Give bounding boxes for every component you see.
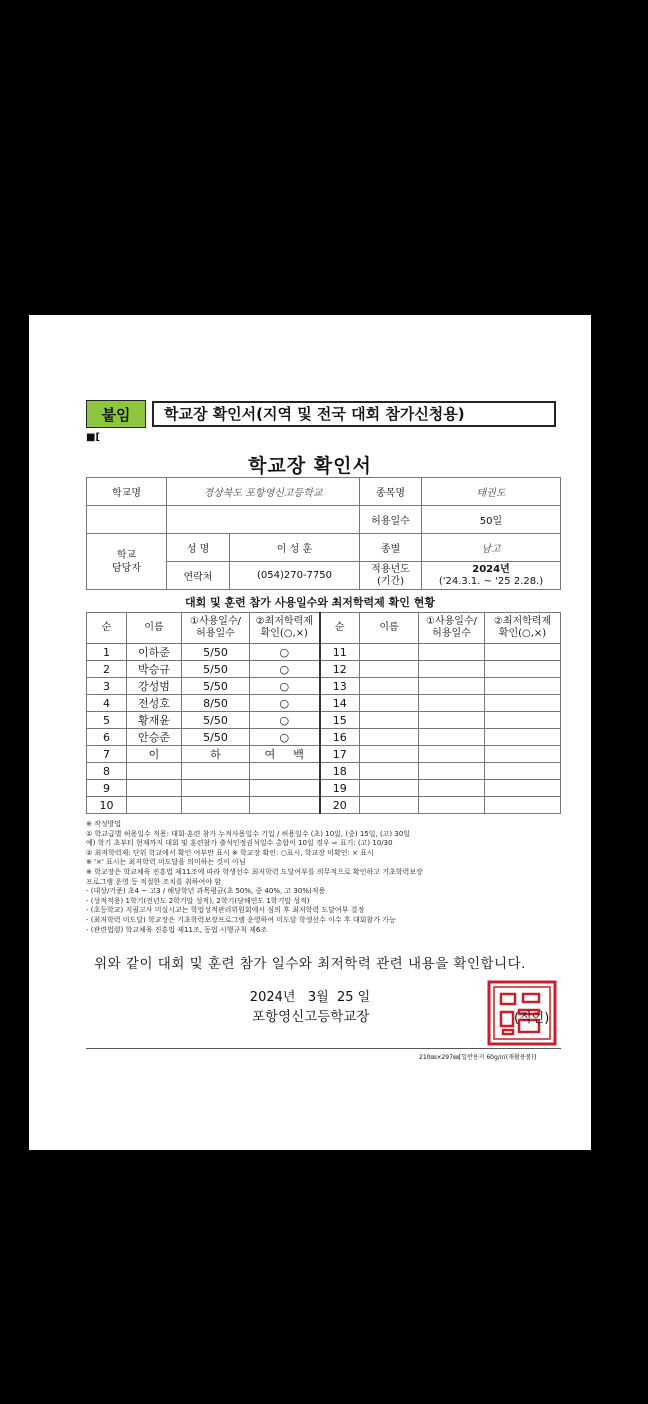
writing-guide <box>86 820 566 935</box>
empty-cell <box>360 695 419 712</box>
empty-cell <box>360 678 419 695</box>
contact-value: (054)270-7750 <box>230 562 360 590</box>
document-page <box>29 315 591 1150</box>
table-row <box>87 712 561 729</box>
header-check: ②최저학력제 확인(○,×) <box>250 613 320 644</box>
row-no: 18 <box>320 763 360 780</box>
empty-cell <box>485 746 561 763</box>
year-value: 2024년 <box>472 563 510 575</box>
table-row <box>87 729 561 746</box>
guide-line: ② 최저학력제: 단위 학교에서 확인 여부만 표시 ※ 학교장 확인: ○표시, 학교장 미확인: × 표시 <box>86 848 374 857</box>
row-no: 11 <box>320 644 360 661</box>
table-row <box>87 763 561 780</box>
row-name <box>127 763 182 780</box>
guide-line: - (초등학교) 지필고사 미실시교는 학업성적관리위원회에서 심의 후 최저학력 도달여부 결정 <box>86 906 365 915</box>
event-value: 태권도 <box>422 478 561 506</box>
empty-cell <box>419 729 485 746</box>
guide-line: - (대상/기준) 초4 ~ 고3 / 해당학년 과목평균(초 50%, 중 40%, 고 30%)적용 <box>86 887 326 896</box>
empty-cell <box>419 746 485 763</box>
period-value: ('24.3.1. ~ '25 2.28.) <box>438 575 544 587</box>
row-name: 강성범 <box>127 678 182 695</box>
empty-cell <box>485 678 561 695</box>
participation-table <box>86 612 561 814</box>
row-name <box>127 797 182 814</box>
row-check: ○ <box>250 712 320 729</box>
document-title: 학교장 확인서 <box>248 455 372 477</box>
row-no: 20 <box>320 797 360 814</box>
name-value: 이 성 훈 <box>230 534 360 562</box>
principal-signature: 포항영신고등학교장 <box>252 1009 370 1025</box>
empty-cell <box>419 661 485 678</box>
date-day: 25 일 <box>336 990 371 1005</box>
date-year: 2024년 <box>249 990 296 1005</box>
empty-cell <box>360 797 419 814</box>
empty-cell <box>360 712 419 729</box>
row-name: 박승규 <box>127 661 182 678</box>
allowed-days-label: 허용일수 <box>360 506 422 534</box>
empty-cell <box>419 763 485 780</box>
row-days: 하 <box>182 746 250 763</box>
row-days: 5/50 <box>182 729 250 746</box>
row-no: 6 <box>87 729 127 746</box>
guide-line: ※ 학교장은 학교체육 진흥법 제11조에 따라 학생선수 최저학력 도달여부를 의무적으로 확인하고 기초학력보장 <box>86 867 423 876</box>
row-days <box>182 763 250 780</box>
event-label: 종목명 <box>360 478 422 506</box>
guide-line: 예) 학기 초부터 현재까지 대회 및 훈련참가 출석인정권석일수 총합이 10일 경우 ⇨ 표기: (고) 10/30 <box>86 839 393 848</box>
year-cell <box>422 562 561 590</box>
school-label: 학교명 <box>87 478 167 506</box>
gender-label: 종별 <box>360 534 422 562</box>
divider <box>86 1048 561 1049</box>
row-no: 15 <box>320 712 360 729</box>
empty-cell <box>485 729 561 746</box>
row-name: 이하준 <box>127 644 182 661</box>
row-check: ○ <box>250 661 320 678</box>
empty-cell <box>360 661 419 678</box>
school-value: 경상북도 포항영신고등학교 <box>167 478 360 506</box>
row-check: ○ <box>250 695 320 712</box>
attachment-title: 학교장 확인서(지역 및 전국 대회 참가신청용) <box>152 401 556 427</box>
guide-line: 프로그램 운영 등 적절한 조치를 취하여야 함 <box>86 877 222 886</box>
confirmation-statement: 위와 같이 대회 및 훈련 참가 일수와 최저학력 관련 내용을 확인합니다. <box>94 956 526 972</box>
row-check <box>250 797 320 814</box>
row-no: 14 <box>320 695 360 712</box>
empty-cell <box>419 695 485 712</box>
info-table <box>86 477 561 590</box>
date-month: 3월 <box>307 990 329 1005</box>
row-no: 1 <box>87 644 127 661</box>
row-name <box>127 780 182 797</box>
header-days: ①사용일수/ 허용일수 <box>182 613 250 644</box>
table-row <box>87 695 561 712</box>
header-check: ②최저학력제 확인(○,×) <box>485 613 561 644</box>
gender-value: 남고 <box>422 534 561 562</box>
section-marker: ■[ <box>86 432 101 443</box>
row-no: 19 <box>320 780 360 797</box>
paper-size-note: 210㎜×297㎜[일반용지 60g/㎡(재활용품)] <box>419 1054 537 1061</box>
empty-cell <box>360 763 419 780</box>
row-no: 9 <box>87 780 127 797</box>
row-days: 5/50 <box>182 712 250 729</box>
row-check: ○ <box>250 644 320 661</box>
row-no: 10 <box>87 797 127 814</box>
row-days: 8/50 <box>182 695 250 712</box>
empty-cell <box>485 780 561 797</box>
empty-cell <box>485 797 561 814</box>
row-days: 5/50 <box>182 661 250 678</box>
guide-line: - (관련법령) 학교체육 진흥법 제11조, 동법 시행규칙 제6조 <box>86 925 268 934</box>
row-no: 7 <box>87 746 127 763</box>
allowed-days-value: 50일 <box>422 506 561 534</box>
header-name: 이름 <box>360 613 419 644</box>
row-check: 여 백 <box>250 746 320 763</box>
row-no: 8 <box>87 763 127 780</box>
empty-cell <box>360 780 419 797</box>
row-no: 12 <box>320 661 360 678</box>
row-no: 3 <box>87 678 127 695</box>
row-name: 황재윤 <box>127 712 182 729</box>
status-subtitle: 대회 및 훈련 참가 사용일수와 최저학력제 확인 현황 <box>185 596 435 609</box>
row-check: ○ <box>250 729 320 746</box>
table-row <box>87 797 561 814</box>
guide-line: ① 학교급별 허용일수 적용: 대회·훈련 참가 누적사용일수 기입 / 허용일수 (초) 10일, (중) 15일, (고) 30일 <box>86 829 411 838</box>
row-extra: 백 <box>293 748 304 761</box>
year-label: 적용년도 (기간) <box>360 562 422 590</box>
empty-cell <box>485 661 561 678</box>
table-row <box>87 746 561 763</box>
row-no: 4 <box>87 695 127 712</box>
guide-line: ※ 작성방법 <box>86 820 122 828</box>
row-no: 2 <box>87 661 127 678</box>
empty-cell <box>485 644 561 661</box>
row-days: 5/50 <box>182 678 250 695</box>
row-extra <box>360 746 419 763</box>
empty-cell <box>419 644 485 661</box>
header-no: 순 <box>320 613 360 644</box>
guide-line: ※ '×' 표시는 최저학력 미도달을 의미하는 것이 아님 <box>86 858 246 867</box>
empty-cell <box>419 678 485 695</box>
table-row <box>87 661 561 678</box>
guide-line: - (성적적용) 1학기(전년도 2학기말 성적), 2학기(당해연도 1학기말 성적) <box>86 896 310 905</box>
table-row <box>87 780 561 797</box>
row-no: 17 <box>320 746 360 763</box>
empty-cell <box>360 729 419 746</box>
row-check <box>250 763 320 780</box>
attachment-header <box>86 400 556 428</box>
row-name: 전성호 <box>127 695 182 712</box>
row-check <box>250 780 320 797</box>
row-no: 5 <box>87 712 127 729</box>
seal-label: (직인) <box>514 1011 550 1026</box>
row-days: 5/50 <box>182 644 250 661</box>
row-days <box>182 797 250 814</box>
header-days: ①사용일수/ 허용일수 <box>419 613 485 644</box>
row-no: 13 <box>320 678 360 695</box>
empty-cell <box>419 780 485 797</box>
table-row <box>87 678 561 695</box>
empty-cell <box>360 644 419 661</box>
name-label: 성 명 <box>167 534 230 562</box>
row-check: ○ <box>250 678 320 695</box>
attachment-badge: 붙임 <box>86 400 146 428</box>
empty-cell <box>485 763 561 780</box>
empty-cell <box>419 712 485 729</box>
row-name: 안승준 <box>127 729 182 746</box>
contact-label: 연락처 <box>167 562 230 590</box>
header-name: 이름 <box>127 613 182 644</box>
table-row <box>87 644 561 661</box>
row-name: 이 <box>127 746 182 763</box>
empty-cell <box>485 712 561 729</box>
guide-line: - (최저학력 미도달) 학교장은 기초학력보장프로그램 운영하여 미도달 학생선수 이수 후 대회참가 가능 <box>86 915 396 924</box>
empty-cell <box>485 695 561 712</box>
header-no: 순 <box>87 613 127 644</box>
empty-cell <box>419 797 485 814</box>
manager-label: 학교 담당자 <box>87 534 167 590</box>
row-days <box>182 780 250 797</box>
row-no: 16 <box>320 729 360 746</box>
